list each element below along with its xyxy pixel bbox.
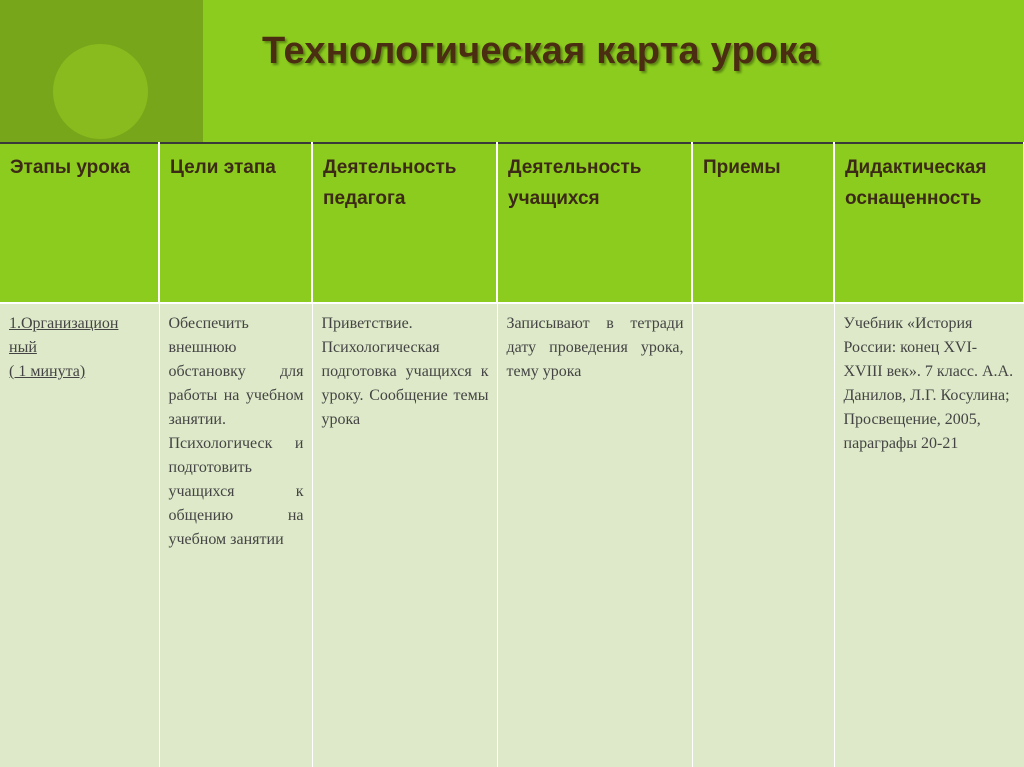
stage-name-line-1: 1.Организацион — [9, 315, 119, 332]
cell-stage — [0, 303, 159, 767]
student-activity-text: Записывают в тетради дату проведения урока, тему урока — [506, 315, 684, 380]
header-teacher-activity: Деятельность педагога — [312, 143, 497, 303]
teacher-activity-text: Приветствие. Психологическая подготовка учащихся к уроку. Сообщение темы урока — [321, 315, 489, 428]
slide-title: Технологическая карта урока — [262, 30, 819, 72]
corner-decoration — [0, 0, 203, 142]
cell-goals — [159, 303, 312, 767]
table-header-row — [0, 143, 1024, 303]
cell-materials — [834, 303, 1024, 767]
stage-duration: ( 1 минута) — [9, 363, 86, 380]
materials-text: Учебник «История России: конец XVI-XVIII век». 7 класс. А.А. Данилов, Л.Г. Косулина; Просвещение, 2005, параграфы 20-21 — [843, 315, 1014, 452]
lesson-plan-table — [0, 142, 1024, 767]
goals-text: Обеспечить внешнюю обстановку для работы на учебном занятии. Психологическ и подготовить учащихся к общению на учебном занятии — [168, 315, 304, 548]
header-methods: Приемы — [692, 143, 834, 303]
cell-methods — [692, 303, 834, 767]
cell-teacher-activity — [312, 303, 497, 767]
decorative-circle — [53, 44, 148, 139]
header-stages: Этапы урока — [0, 143, 159, 303]
table-row — [0, 303, 1024, 767]
cell-student-activity — [497, 303, 692, 767]
header-materials: Дидактическая оснащенность — [834, 143, 1024, 303]
header-goals: Цели этапа — [159, 143, 312, 303]
header-student-activity: Деятельность учащихся — [497, 143, 692, 303]
stage-name-line-2: ный — [9, 339, 37, 356]
